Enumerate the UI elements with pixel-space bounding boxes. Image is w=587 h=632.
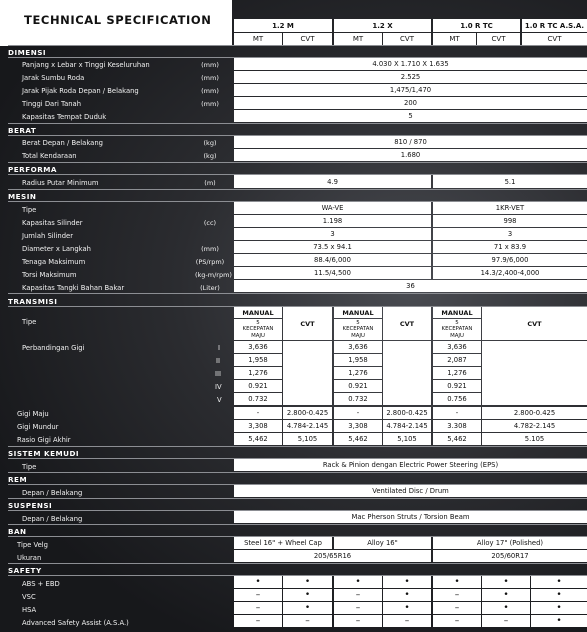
gear-ratio: 0.756 — [433, 393, 481, 405]
trans-header: CVT — [283, 33, 332, 45]
safety-mark: – — [234, 602, 282, 614]
section-performa: PERFORMA — [8, 165, 57, 174]
section-divider — [8, 293, 587, 294]
spec-value: 1.680 — [234, 149, 587, 161]
spec-value: 3,308 — [334, 420, 382, 432]
spec-label: Tinggi Dari Tanah — [22, 100, 82, 108]
safety-label: Advanced Safety Assist (A.S.A.) — [22, 619, 129, 627]
spec-unit: (mm) — [201, 74, 219, 82]
spec-label: Total Kendaraan — [22, 152, 77, 160]
safety-mark: • — [531, 589, 587, 601]
section-ban: BAN — [8, 527, 27, 536]
spec-label: Berat Depan / Belakang — [22, 139, 103, 147]
trans-header: MT — [433, 33, 476, 45]
manual-sub: 5 KECEPATAN MAJU — [234, 319, 282, 340]
spec-value: 3,308 — [234, 420, 282, 432]
variant-header-12x: 1.2 X — [334, 19, 431, 32]
spec-unit: (Liter) — [200, 284, 220, 292]
trans-header: CVT — [383, 33, 431, 45]
spec-value: 97.9/6,000 — [433, 254, 587, 266]
spec-value: - — [334, 407, 382, 419]
spec-value: 2.800-0.425 — [383, 407, 431, 419]
cvt-label: CVT — [383, 307, 431, 340]
spec-value: Rack & Pinion dengan Electric Power Steering (EPS) — [234, 459, 587, 471]
spec-value: 4.784-2.145 — [383, 420, 431, 432]
section-mesin: MESIN — [8, 192, 37, 201]
gear-label: I — [218, 344, 221, 352]
section-rem: REM — [8, 475, 28, 484]
gear-ratio: 1,276 — [433, 367, 481, 379]
spec-value: 11.5/4,500 — [234, 267, 431, 279]
spec-value: 1.198 — [234, 215, 431, 227]
section-suspensi: SUSPENSI — [8, 501, 53, 510]
spec-value: 73.5 x 94.1 — [234, 241, 431, 253]
safety-mark: • — [283, 602, 332, 614]
spec-value: 4.9 — [234, 175, 431, 188]
safety-mark: • — [433, 576, 481, 588]
spec-value: - — [433, 407, 481, 419]
safety-label: HSA — [22, 606, 37, 614]
spec-value: 5 — [234, 110, 587, 122]
safety-mark: • — [283, 576, 332, 588]
safety-mark: • — [482, 576, 530, 588]
spec-unit: (kg-m/rpm) — [195, 271, 232, 279]
cvt-label: CVT — [283, 307, 332, 340]
spec-label: Kapasitas Tangki Bahan Bakar — [22, 284, 125, 292]
spec-unit: (mm) — [201, 245, 219, 253]
manual-label: MANUAL — [234, 307, 282, 318]
trans-header: MT — [234, 33, 282, 45]
manual-sub: 5 KECEPATAN MAJU — [334, 319, 382, 340]
cvt-empty-cell — [383, 341, 431, 405]
spec-value: 2.800-0.425 — [482, 407, 587, 419]
spec-value: 2.800-0.425 — [283, 407, 332, 419]
gear-label: IV — [215, 383, 222, 391]
spec-label: Depan / Belakang — [22, 489, 83, 497]
spec-value: 810 / 870 — [234, 136, 587, 148]
gear-ratio: 1,958 — [234, 354, 282, 366]
spec-value: 4.784-2.145 — [283, 420, 332, 432]
spec-label: Jumlah Silinder — [22, 232, 74, 240]
spec-label: Ukuran — [17, 554, 42, 562]
section-dimensi: DIMENSI — [8, 48, 47, 57]
spec-label: Jarak Sumbu Roda — [22, 74, 85, 82]
gear-ratio: 2,087 — [433, 354, 481, 366]
spec-value: - — [234, 407, 282, 419]
safety-mark: • — [283, 589, 332, 601]
spec-unit: (kg) — [203, 152, 217, 160]
spec-label: Perbandingan Gigi — [22, 344, 85, 352]
spec-unit: (mm) — [201, 87, 219, 95]
trans-header: CVT — [522, 33, 587, 45]
spec-value: 5,105 — [383, 433, 431, 445]
spec-value: 1KR-VET — [433, 202, 587, 214]
spec-value: 5,462 — [234, 433, 282, 445]
spec-label: Tipe — [22, 463, 37, 471]
spec-label: Tipe — [22, 318, 37, 326]
safety-mark: – — [433, 602, 481, 614]
gear-label: II — [216, 357, 221, 365]
spec-value: 998 — [433, 215, 587, 227]
safety-mark: – — [234, 615, 282, 627]
variant-header-10rtc-asa: 1.0 R TC A.S.A. — [522, 19, 587, 32]
section-divider — [8, 563, 587, 564]
safety-mark: – — [433, 589, 481, 601]
section-divider — [8, 45, 587, 46]
section-divider — [8, 472, 587, 473]
manual-label: MANUAL — [433, 307, 481, 318]
spec-value: 5,462 — [433, 433, 481, 445]
spec-label: Radius Putar Minimum — [22, 179, 99, 187]
spec-unit: (kg) — [203, 139, 217, 147]
spec-label: Panjang x Lebar x Tinggi Keseluruhan — [22, 61, 150, 69]
safety-mark: – — [334, 602, 382, 614]
page-title: TECHNICAL SPECIFICATION — [24, 13, 212, 27]
spec-value: 200 — [234, 97, 587, 109]
safety-mark: • — [482, 602, 530, 614]
spec-unit: (mm) — [201, 61, 219, 69]
safety-mark: • — [383, 576, 431, 588]
gear-ratio: 3,636 — [334, 341, 382, 353]
spec-value: 5,462 — [334, 433, 382, 445]
spec-value: 3 — [433, 228, 587, 240]
spec-label: Kapasitas Tempat Duduk — [22, 113, 107, 121]
spec-label: Tipe — [22, 206, 37, 214]
gear-ratio: 3,636 — [234, 341, 282, 353]
section-divider — [8, 446, 587, 447]
spec-value: 205/60R17 — [433, 550, 587, 562]
spec-value: WA-VE — [234, 202, 431, 214]
spec-value: Alloy 17" (Polished) — [433, 537, 587, 549]
safety-mark: – — [482, 615, 530, 627]
spec-value: Steel 16" + Wheel Cap — [234, 537, 332, 549]
spec-value: 4.782-2.145 — [482, 420, 587, 432]
safety-mark: • — [334, 576, 382, 588]
spec-value: 5.1 — [433, 175, 587, 188]
gear-ratio: 3,636 — [433, 341, 481, 353]
spec-unit: (mm) — [201, 100, 219, 108]
spec-value: 14.3/2,400-4,000 — [433, 267, 587, 279]
cvt-label: CVT — [482, 307, 587, 340]
gear-ratio: 0.921 — [234, 380, 282, 392]
spec-unit: (cc) — [203, 219, 217, 227]
gear-ratio: 1,958 — [334, 354, 382, 366]
gear-label: V — [217, 396, 222, 404]
spec-value: 2.525 — [234, 71, 587, 83]
safety-mark: • — [234, 576, 282, 588]
variant-header-12m: 1.2 M — [234, 19, 332, 32]
safety-mark: • — [383, 602, 431, 614]
gear-ratio: 0.921 — [433, 380, 481, 392]
section-kemudi: SISTEM KEMUDI — [8, 449, 80, 458]
spec-unit: (m) — [204, 179, 216, 187]
spec-value: 5,105 — [283, 433, 332, 445]
variant-header-10rtc: 1.0 R TC — [433, 19, 520, 32]
section-berat: BERAT — [8, 126, 37, 135]
spec-value: 3.308 — [433, 420, 481, 432]
spec-label: Kapasitas Silinder — [22, 219, 83, 227]
safety-mark: – — [433, 615, 481, 627]
spec-value: 4.030 X 1.710 X 1.635 — [234, 58, 587, 70]
section-safety: SAFETY — [8, 566, 42, 575]
section-divider — [8, 524, 587, 525]
spec-value: Alloy 16" — [334, 537, 431, 549]
safety-mark: • — [531, 602, 587, 614]
spec-label: Jarak Pijak Roda Depan / Belakang — [22, 87, 139, 95]
manual-sub: 5 KECEPATAN MAJU — [433, 319, 481, 340]
spec-unit: (PS/rpm) — [195, 258, 225, 266]
spec-value: 88.4/6,000 — [234, 254, 431, 266]
spec-value: 71 x 83.9 — [433, 241, 587, 253]
spec-value: 1,475/1,470 — [234, 84, 587, 96]
cvt-empty-cell — [283, 341, 332, 405]
safety-mark: – — [334, 589, 382, 601]
spec-value: 36 — [234, 280, 587, 292]
spec-label: Torsi Maksimum — [22, 271, 77, 279]
gear-label: III — [215, 370, 222, 378]
gear-ratio: 0.921 — [334, 380, 382, 392]
manual-label: MANUAL — [334, 307, 382, 318]
safety-label: VSC — [22, 593, 36, 601]
section-divider — [8, 189, 587, 190]
section-divider — [8, 498, 587, 499]
gear-ratio: 1,276 — [334, 367, 382, 379]
gear-ratio: 1,276 — [234, 367, 282, 379]
spec-label: Diameter x Langkah — [22, 245, 91, 253]
safety-mark: – — [234, 589, 282, 601]
safety-mark: • — [531, 576, 587, 588]
spec-label: Depan / Belakang — [22, 515, 83, 523]
spec-label: Tenaga Maksimum — [22, 258, 86, 266]
safety-label: ABS + EBD — [22, 580, 60, 588]
safety-mark: • — [531, 615, 587, 627]
trans-header: CVT — [477, 33, 520, 45]
gear-ratio: 0.732 — [234, 393, 282, 405]
spec-value: 205/65R16 — [234, 550, 431, 562]
section-divider — [8, 162, 587, 163]
spec-label: Gigi Mundur — [17, 423, 59, 431]
safety-mark: – — [334, 615, 382, 627]
spec-value: 3 — [234, 228, 431, 240]
cvt-empty-cell — [482, 341, 587, 405]
trans-header: MT — [334, 33, 382, 45]
safety-mark: – — [383, 615, 431, 627]
safety-mark: – — [283, 615, 332, 627]
spec-label: Tipe Velg — [17, 541, 48, 549]
spec-label: Gigi Maju — [17, 410, 49, 418]
section-transmisi: TRANSMISI — [8, 297, 58, 306]
spec-value: Ventilated Disc / Drum — [234, 485, 587, 497]
safety-mark: • — [383, 589, 431, 601]
safety-mark: • — [482, 589, 530, 601]
section-divider — [8, 123, 587, 124]
spec-label: Rasio Gigi Akhir — [17, 436, 71, 444]
spec-value: Mac Pherson Struts / Torsion Beam — [234, 511, 587, 523]
gear-ratio: 0.732 — [334, 393, 382, 405]
spec-value: 5.105 — [482, 433, 587, 445]
